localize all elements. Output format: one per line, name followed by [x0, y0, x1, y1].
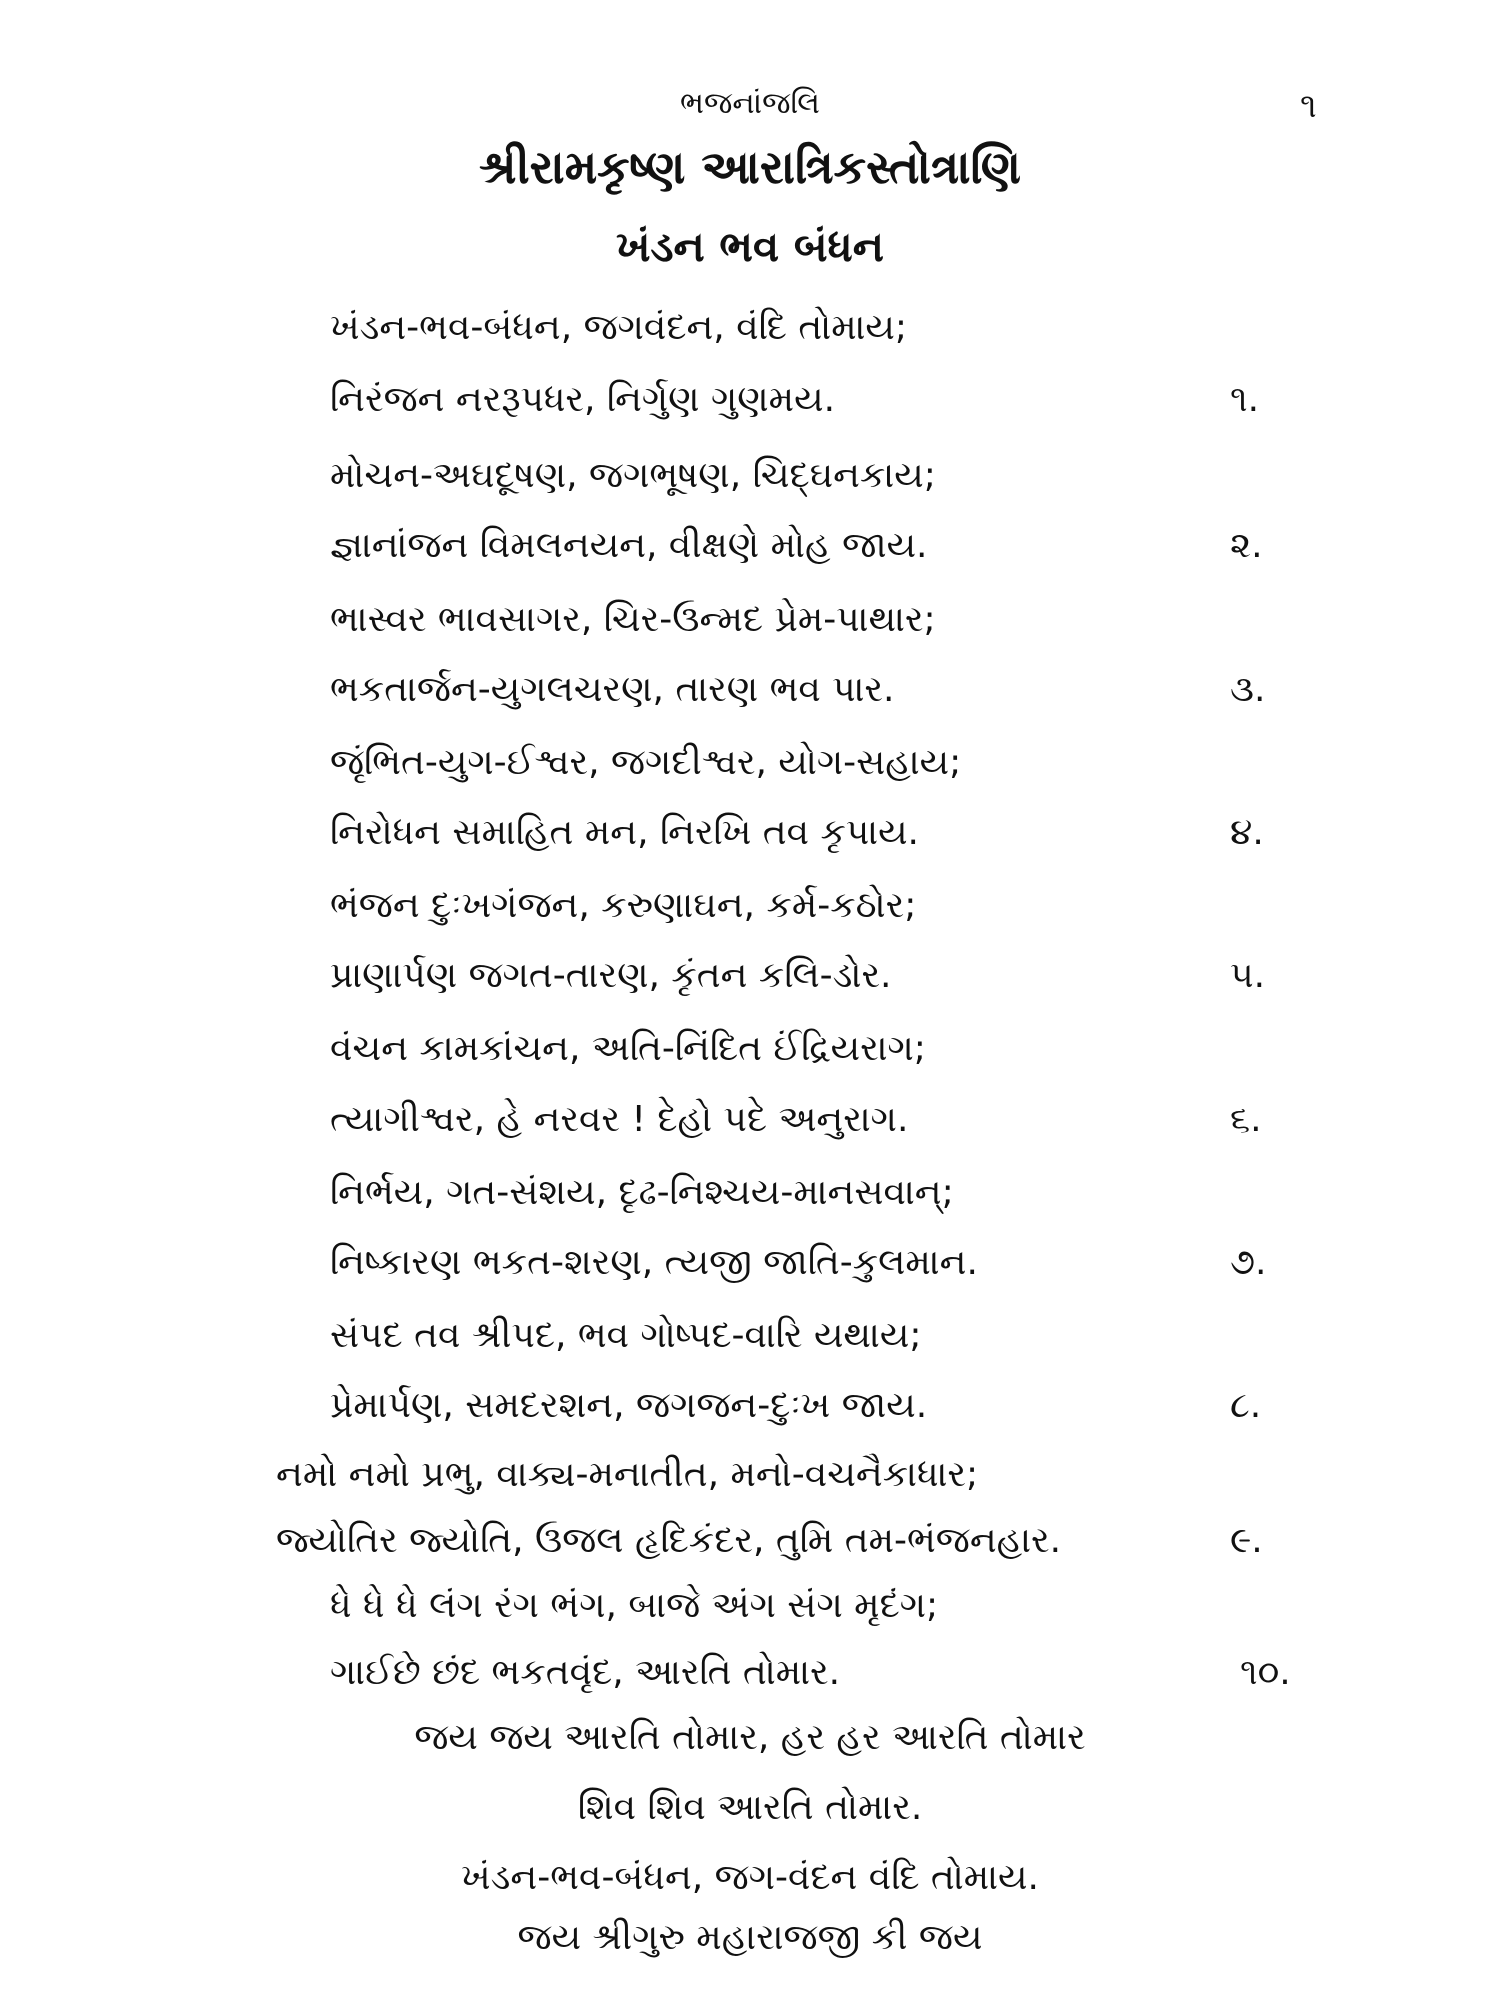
verse-text: જ્ઞાનાંજન વિમલનયન, વીક્ષણે મોહ જાય.: [330, 525, 928, 566]
verse-line: [330, 1385, 1262, 1426]
verse-number: ૯.: [1230, 1520, 1263, 1561]
verse-line: [276, 1520, 1263, 1561]
verse-number: ૧૦.: [1240, 1652, 1291, 1693]
verse-line: [330, 1652, 1291, 1693]
verse-number: ૧.: [1230, 379, 1260, 420]
verse-line: [330, 307, 908, 348]
verse-text: સંપદ તવ શ્રીપદ, ભવ ગોષ્પદ-વારિ યથાય;: [330, 1315, 922, 1356]
verse-text: જૃંભિત-યુગ-ઈશ્વર, જગદીશ્વર, યોગ-સહાય;: [330, 742, 962, 783]
verse-text: નમો નમો પ્રભુ, વાક્ય-મનાતીત, મનો-વચનૈકાધાર;: [276, 1454, 979, 1495]
verse-text: ત્યાગીશ્વર, હે નરવર ! દેહો પદે અનુરાગ.: [330, 1099, 909, 1140]
verse-text: ગાઈછે છંદ ભકતવૃંદ, આરતિ તોમાર.: [330, 1652, 841, 1693]
verse-text: નિરંજન નરરૂપધર, નિર્ગુણ ગુણમય.: [330, 379, 836, 420]
running-head: ભજનાંજલિ: [680, 86, 820, 121]
verse-text: નિરોધન સમાહિત મન, નિરખિ તવ કૃપાય.: [330, 812, 919, 853]
verse-text: નિર્ભય, ગત-સંશય, દૃઢ-નિશ્ચય-માનસવાન્;: [330, 1172, 954, 1213]
verse-line: [330, 455, 936, 496]
verse-text: ખંડન-ભવ-બંધન, જગવંદન, વંદિ તોમાય;: [330, 307, 908, 348]
verse-line: [330, 1028, 926, 1069]
verse-line: [330, 1315, 922, 1356]
refrain-line: જય જય આરતિ તોમાર, હર હર આરતિ તોમાર: [414, 1717, 1086, 1758]
verse-text: પ્રાણાર્પણ જગત-તારણ, કૃંતન કલિ-ડોર.: [330, 955, 892, 996]
verse-line: [330, 599, 936, 640]
refrain-line: જય શ્રીગુરુ મહારાજજી કી જય: [517, 1917, 983, 1958]
verse-text: ધે ધે ધે લંગ રંગ ભંગ, બાજે અંગ સંગ મૃદંગ;: [330, 1585, 939, 1626]
verse-line: [330, 742, 962, 783]
verse-text: ભકતાર્જન-યુગલચરણ, તારણ ભવ પાર.: [330, 669, 895, 710]
verse-line: [330, 1585, 939, 1626]
verse-text: ભાસ્વર ભાવસાગર, ચિર-ઉન્મદ પ્રેમ-પાથાર;: [330, 599, 936, 640]
verse-number: ૪.: [1230, 812, 1264, 853]
page-title: શ્રીરામકૃષ્ણ આરાત્રિકસ્તોત્રાણિ: [479, 140, 1021, 194]
verse-text: નિષ્કારણ ભકત-શરણ, ત્યજી જાતિ-કુલમાન.: [330, 1242, 978, 1283]
refrain-line: શિવ શિવ આરતિ તોમાર.: [577, 1787, 923, 1828]
verse-line: [330, 812, 1264, 853]
verse-line: [330, 669, 1266, 710]
verse-line: [330, 1172, 954, 1213]
verse-text: વંચન કામકાંચન, અતિ-નિંદિત ઈંદ્રિયરાગ;: [330, 1028, 926, 1069]
verse-text: પ્રેમાર્પણ, સમદરશન, જગજન-દુઃખ જાય.: [330, 1385, 928, 1426]
page-number: ૧: [1300, 86, 1317, 126]
verse-line: [330, 1099, 1262, 1140]
verse-line: [330, 379, 1260, 420]
verse-line: [330, 525, 1263, 566]
verse-line: [330, 885, 917, 926]
verse-line: [330, 955, 1266, 996]
verse-text: ભંજન દુઃખગંજન, કરુણાઘન, કર્મ-કઠોર;: [330, 885, 917, 926]
verse-number: ૫.: [1230, 955, 1266, 996]
verse-text: મોચન-અઘદૂષણ, જગભૂષણ, ચિદ્ઘનકાય;: [330, 455, 936, 496]
verse-number: ૬.: [1230, 1099, 1262, 1140]
verse-number: ૨.: [1230, 525, 1263, 566]
verse-line: [276, 1454, 979, 1495]
verse-number: ૭.: [1230, 1242, 1267, 1283]
page-subtitle: ખંડન ભવ બંધન: [615, 222, 885, 271]
refrain-line: ખંડન-ભવ-બંધન, જગ-વંદન વંદિ તોમાય.: [461, 1857, 1039, 1898]
verse-number: ૮.: [1230, 1385, 1262, 1426]
verse-text: જ્યોતિર જ્યોતિ, ઉજલ હૃદિકંદર, તુમિ તમ-ભંજનહાર.: [276, 1520, 1062, 1561]
verse-line: [330, 1242, 1267, 1283]
verse-number: ૩.: [1230, 669, 1266, 710]
